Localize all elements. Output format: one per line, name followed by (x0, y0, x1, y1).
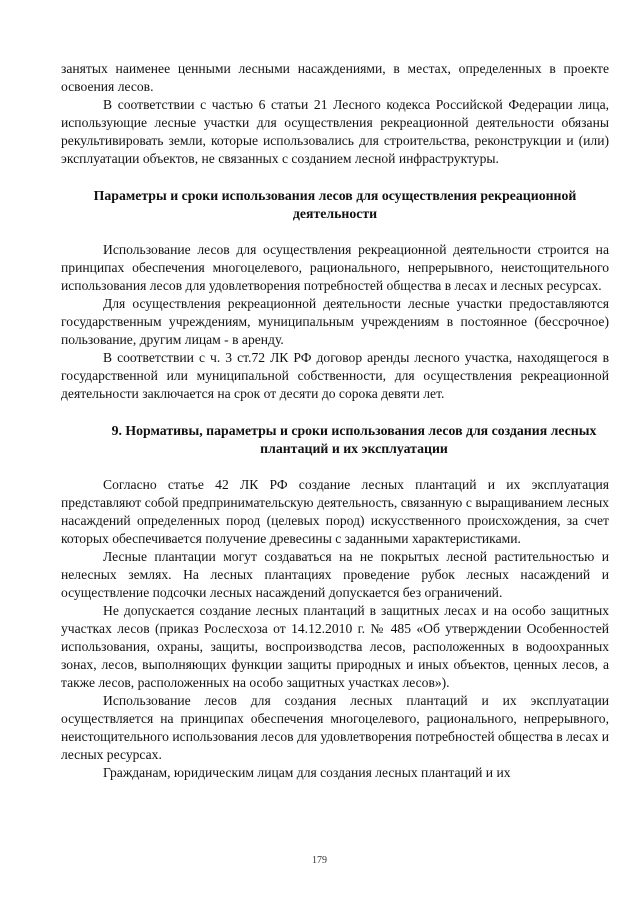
paragraph-plantations-principles: Использование лесов для создания лесных плантаций и их эксплуатации осуществляется на принципах обеспечения многоцелевого, рационального, непрерывного, неистощительного использования лесов для удовлетворения потребностей общества в лесах и лесных ресурсах. (61, 693, 609, 762)
paragraph-recreation-lease: Для осуществления рекреационной деятельности лесные участки предоставляются государственным учреждениям, муниципальным учреждениям в постоянное (бессрочное) пользование, другим лицам - в аренду. (61, 296, 609, 347)
section-heading-recreation: Параметры и сроки использования лесов для осуществления рекреационной деятельности (93, 188, 577, 221)
paragraph-continuation: занятых наименее ценными лесными насаждениями, в местах, определенных в проекте освоения лесов. (61, 61, 609, 94)
paragraph-plantations-definition: Согласно статье 42 ЛК РФ создание лесных плантаций и их эксплуатация представляют собой предпринимательскую деятельность, связанную с выращиванием лесных насаждений определенных пород (целевых пород) искусственного происхождения, за счет которых обеспечивается получение древесины с заданными характеристиками. (61, 477, 609, 546)
paragraph-recreation-term: В соответствии с ч. 3 ст.72 ЛК РФ договор аренды лесного участка, находящегося в государственной или муниципальной собственности, для осуществления рекреационной деятельности заключается на срок от десяти до сорока девяти лет. (61, 350, 609, 401)
paragraph-plantations-restriction: Не допускается создание лесных плантаций в защитных лесах и на особо защитных участках лесов (приказ Рослесхоза от 14.12.2010 г. № 485 «Об утверждении Особенностей использования, охраны, защиты, воспроизводства лесов, расположенных в водоохранных зонах, лесов, выполняющих функции защиты природных и иных объектов, ценных лесов, а также лесов, расположенных на особо защитных участках лесов»). (61, 603, 609, 690)
paragraph-recreation-principles: Использование лесов для осуществления рекреационной деятельности строится на принципах обеспечения многоцелевого, рационального, непрерывного, неистощительного использования лесов для удовлетворения потребностей общества в лесах и лесных ресурсах. (61, 242, 609, 293)
section-heading-plantations: 9. Нормативы, параметры и сроки использования лесов для создания лесных плантаций и их эксплуатации (111, 423, 597, 456)
paragraph-recultivation: В соответствии с частью 6 статьи 21 Лесного кодекса Российской Федерации лица, использующие лесные участки для осуществления рекреационной деятельности обязаны рекультивировать земли, которые использовались для строительства, реконструкции и (или) эксплуатации объектов, не связанных с созданием лесной инфраструктуры. (61, 97, 609, 166)
paragraph-plantations-lands: Лесные плантации могут создаваться на не покрытых лесной растительностью и нелесных землях. На лесных плантациях проведение рубок лесных насаждений и осуществление подсочки лесных насаждений допускается без ограничений. (61, 549, 609, 600)
paragraph-plantations-citizens: Гражданам, юридическим лицам для создания лесных плантаций и их (103, 765, 511, 780)
document-page (61, 60, 609, 782)
page-number: 179 (312, 855, 327, 866)
